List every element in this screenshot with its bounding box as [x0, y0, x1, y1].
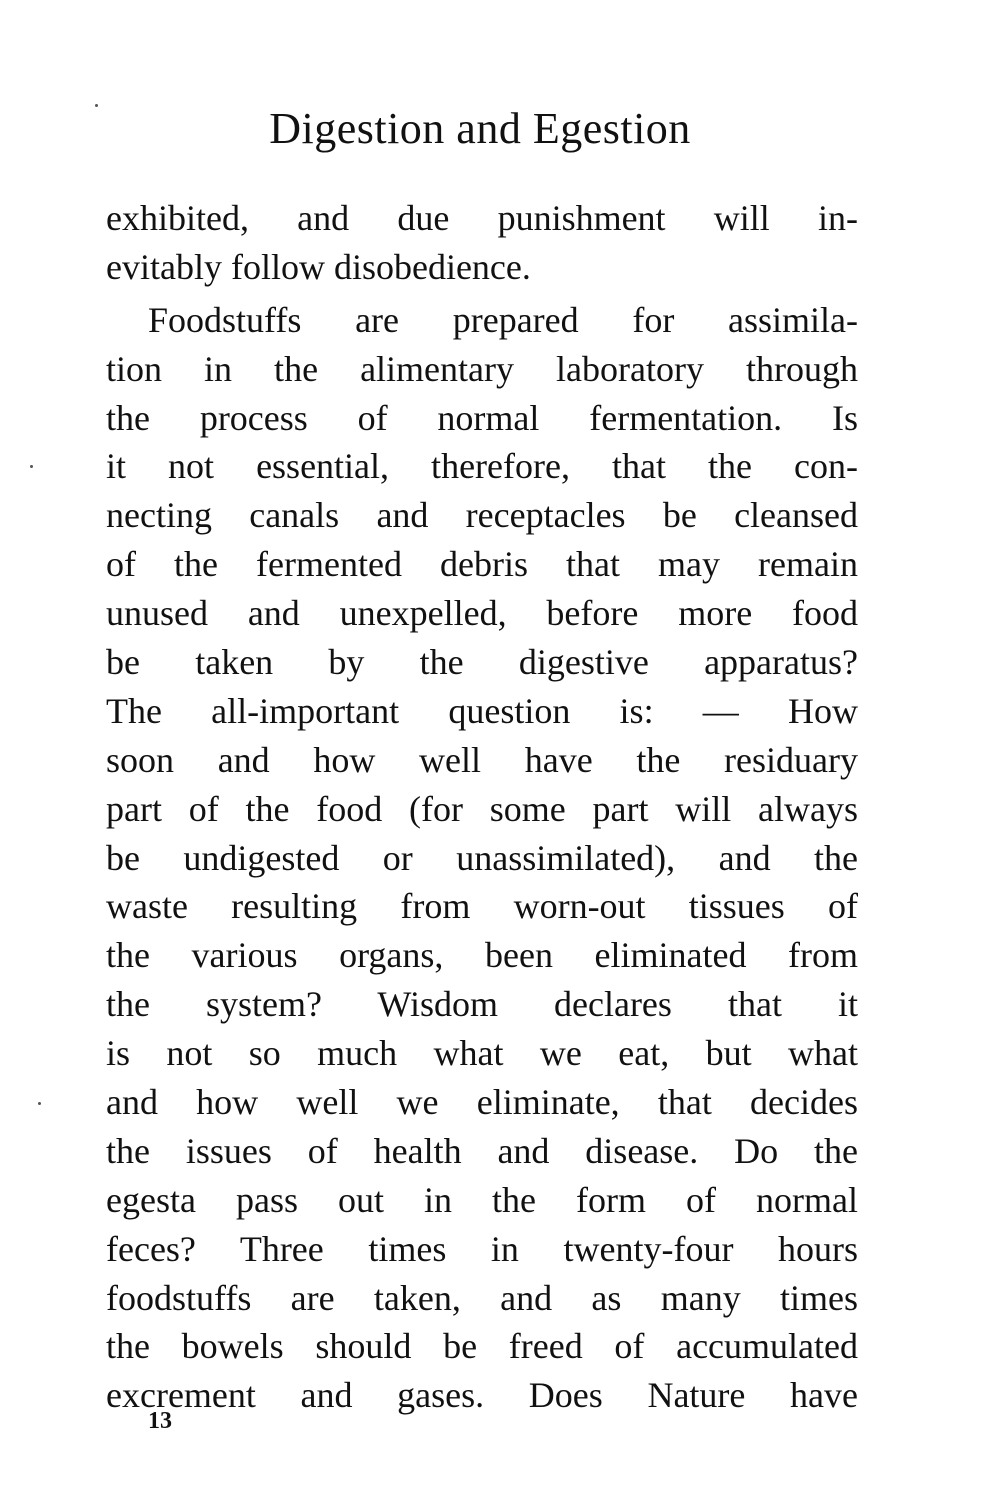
paragraph: [106, 296, 858, 1420]
text-line: the issues of health and disease. Do the: [106, 1130, 858, 1171]
text-line: the process of normal fermentation. Is: [106, 397, 858, 438]
print-speck: [30, 465, 33, 468]
text-line: of the fermented debris that may remain: [106, 544, 858, 585]
text-line: be undigested or unassimilated), and the: [106, 837, 858, 878]
text-line: the system? Wisdom declares that it: [106, 984, 858, 1025]
text-line: The all-important question is: — How: [106, 690, 858, 731]
text-line: exhibited, and due punishment will in-: [106, 198, 858, 238]
text-line: is not so much what we eat, but what: [106, 1033, 858, 1074]
text-line: necting canals and receptacles be cleansed: [106, 495, 858, 536]
text-line: the various organs, been eliminated from: [106, 935, 858, 976]
text-line: be taken by the digestive apparatus?: [106, 642, 858, 683]
body-text: [106, 194, 858, 1420]
text-line: unused and unexpelled, before more food: [106, 593, 858, 634]
text-line: egesta pass out in the form of normal: [106, 1179, 858, 1220]
text-line: it not essential, therefore, that the con-: [106, 446, 858, 487]
text-line: soon and how well have the residuary: [106, 739, 858, 780]
text-line: Foodstuffs are prepared for assimila-: [148, 299, 858, 340]
text-line: waste resulting from worn-out tissues of: [106, 886, 858, 927]
text-line: excrement and gases. Does Nature have: [106, 1375, 858, 1416]
print-speck: [38, 1102, 41, 1105]
text-line: foodstuffs are taken, and as many times: [106, 1277, 858, 1318]
page-number: 13: [148, 1408, 172, 1434]
print-speck: [95, 104, 98, 107]
text-line: and how well we eliminate, that decides: [106, 1082, 858, 1123]
text-line: part of the food (for some part will always: [106, 788, 858, 829]
text-line: evitably follow disobedience.: [106, 246, 531, 287]
running-head: Digestion and Egestion: [269, 104, 691, 153]
text-line: tion in the alimentary laboratory through: [106, 348, 858, 389]
text-line: the bowels should be freed of accumulated: [106, 1326, 858, 1367]
paragraph: [106, 194, 858, 292]
text-line: feces? Three times in twenty-four hours: [106, 1228, 858, 1269]
